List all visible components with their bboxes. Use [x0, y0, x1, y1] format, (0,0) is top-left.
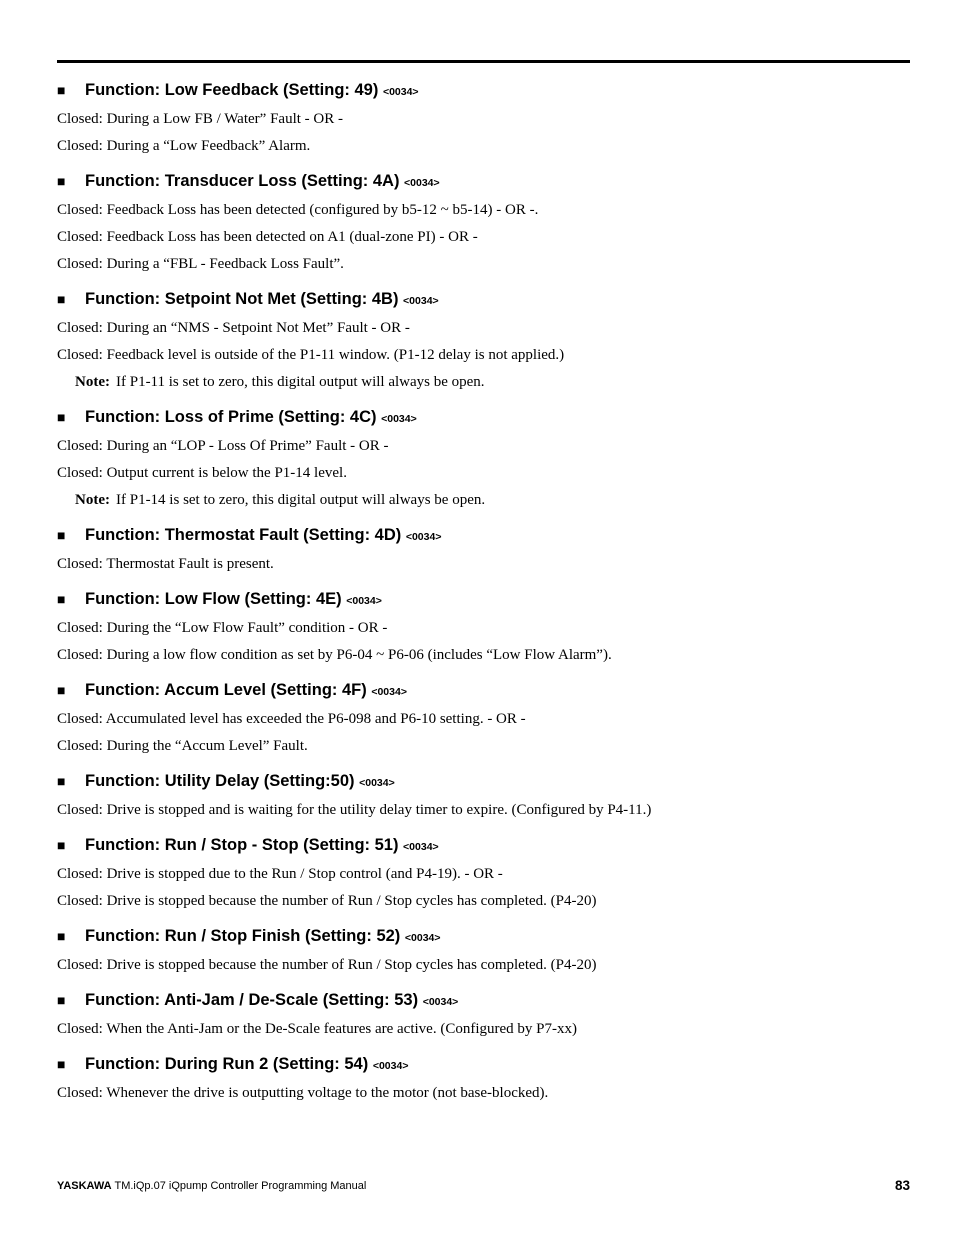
square-bullet-icon: ■: [57, 992, 66, 1008]
section-heading: [57, 925, 910, 947]
heading-title: Function: Loss of Prime (Setting: 4C): [85, 408, 377, 426]
footer-manual-title: TM.iQp.07 iQpump Controller Programming Manual: [114, 1180, 367, 1192]
note: [57, 369, 910, 396]
heading-code: <0034>: [404, 932, 441, 944]
body-line: Closed: During the “Low Flow Fault” condition - OR -: [57, 620, 388, 636]
heading-code: <0034>: [422, 996, 459, 1008]
section-anti-jam-de-scale: [57, 989, 910, 1043]
body-line: Closed: During an “NMS - Setpoint Not Met” Fault - OR -: [57, 320, 410, 336]
section-transducer-loss: [57, 170, 910, 278]
body-line: Closed: Drive is stopped and is waiting for the utility delay timer to expire. (Configured by P4-11.): [57, 802, 652, 818]
heading-code: <0034>: [405, 531, 442, 543]
body-line: Closed: During a “Low Feedback” Alarm.: [57, 138, 311, 154]
section-low-feedback: [57, 79, 910, 160]
heading-title: Function: Thermostat Fault (Setting: 4D): [85, 526, 402, 544]
page-number: 83: [894, 1178, 910, 1193]
note-label: Note:: [75, 374, 110, 390]
body-line: Closed: During an “LOP - Loss Of Prime” Fault - OR -: [57, 438, 389, 454]
note-text: If P1-11 is set to zero, this digital output will always be open.: [115, 374, 485, 390]
section-run-stop-stop: [57, 834, 910, 915]
section-heading: [57, 79, 910, 101]
section-heading: [57, 679, 910, 701]
heading-title: Function: Run / Stop Finish (Setting: 52): [85, 927, 401, 945]
heading-code: <0034>: [371, 686, 407, 698]
heading-title: Function: Transducer Loss (Setting: 4A): [85, 172, 400, 190]
body-line: Closed: Feedback level is outside of the P1-11 window. (P1-12 delay is not applied.): [57, 347, 565, 363]
body-line: Closed: When the Anti-Jam or the De-Scale features are active. (Configured by P7-xx): [57, 1021, 577, 1037]
section-run-stop-finish: [57, 925, 910, 979]
heading-code: <0034>: [359, 777, 395, 789]
section-heading: [57, 588, 910, 610]
square-bullet-icon: ■: [57, 591, 66, 607]
square-bullet-icon: ■: [57, 682, 66, 698]
square-bullet-icon: ■: [57, 82, 66, 98]
heading-title: Function: Anti-Jam / De-Scale (Setting: 53): [85, 991, 419, 1009]
square-bullet-icon: ■: [57, 928, 66, 944]
heading-code: <0034>: [372, 1060, 409, 1072]
body-line: Closed: Feedback Loss has been detected on A1 (dual-zone PI) - OR -: [57, 229, 478, 245]
heading-title: Function: Low Feedback (Setting: 49): [85, 81, 379, 99]
body-line: Closed: During a Low FB / Water” Fault - OR -: [57, 111, 343, 127]
square-bullet-icon: ■: [57, 173, 66, 189]
heading-code: <0034>: [404, 177, 440, 189]
heading-title: Function: Run / Stop - Stop (Setting: 51): [85, 836, 399, 854]
section-heading: [57, 770, 910, 792]
heading-title: Function: Utility Delay (Setting:50): [85, 772, 355, 790]
note: [57, 487, 910, 514]
body-line: Closed: Thermostat Fault is present.: [57, 556, 274, 572]
body-line: Closed: Feedback Loss has been detected (configured by b5-12 ~ b5-14) - OR -.: [57, 202, 539, 218]
heading-title: Function: Setpoint Not Met (Setting: 4B): [85, 290, 399, 308]
square-bullet-icon: ■: [57, 773, 66, 789]
heading-title: Function: Accum Level (Setting: 4F): [85, 681, 367, 699]
section-heading: [57, 170, 910, 192]
section-heading: [57, 989, 910, 1011]
heading-title: Function: During Run 2 (Setting: 54): [85, 1055, 369, 1073]
section-loss-of-prime: [57, 406, 910, 514]
heading-code: <0034>: [346, 595, 382, 607]
body-line: Closed: Drive is stopped because the number of Run / Stop cycles has completed. (P4-20): [57, 957, 597, 973]
body-line: Closed: Accumulated level has exceeded the P6-098 and P6-10 setting. - OR -: [57, 711, 526, 727]
section-utility-delay: [57, 770, 910, 824]
page-footer: [57, 1180, 910, 1200]
heading-code: <0034>: [382, 86, 419, 98]
section-heading: [57, 406, 910, 428]
page-content: [57, 79, 910, 1107]
body-line: Closed: Whenever the drive is outputting voltage to the motor (not base-blocked).: [57, 1085, 549, 1101]
section-during-run-2: [57, 1053, 910, 1107]
section-heading: [57, 524, 910, 546]
section-heading: [57, 1053, 910, 1075]
square-bullet-icon: ■: [57, 291, 66, 307]
heading-code: <0034>: [403, 841, 439, 853]
top-rule: [57, 60, 910, 63]
body-line: Closed: Output current is below the P1-14 level.: [57, 465, 347, 481]
section-thermostat-fault: [57, 524, 910, 578]
section-accum-level: [57, 679, 910, 760]
footer-brand: YASKAWA: [57, 1180, 112, 1192]
note-text: If P1-14 is set to zero, this digital output will always be open.: [115, 492, 486, 508]
square-bullet-icon: ■: [57, 527, 66, 543]
section-heading: [57, 834, 910, 856]
note-label: Note:: [75, 492, 110, 508]
body-line: Closed: Drive is stopped due to the Run / Stop control (and P4-19). - OR -: [57, 866, 503, 882]
body-line: Closed: During a “FBL - Feedback Loss Fault”.: [57, 256, 344, 272]
heading-code: <0034>: [403, 295, 439, 307]
section-setpoint-not-met: [57, 288, 910, 396]
heading-title: Function: Low Flow (Setting: 4E): [85, 590, 342, 608]
body-line: Closed: Drive is stopped because the number of Run / Stop cycles has completed. (P4-20): [57, 893, 597, 909]
body-line: Closed: During the “Accum Level” Fault.: [57, 738, 308, 754]
body-line: Closed: During a low flow condition as set by P6-04 ~ P6-06 (includes “Low Flow Alarm”).: [57, 647, 612, 663]
square-bullet-icon: ■: [57, 409, 66, 425]
heading-code: <0034>: [381, 413, 417, 425]
section-low-flow: [57, 588, 910, 669]
square-bullet-icon: ■: [57, 1056, 66, 1072]
square-bullet-icon: ■: [57, 837, 66, 853]
section-heading: [57, 288, 910, 310]
